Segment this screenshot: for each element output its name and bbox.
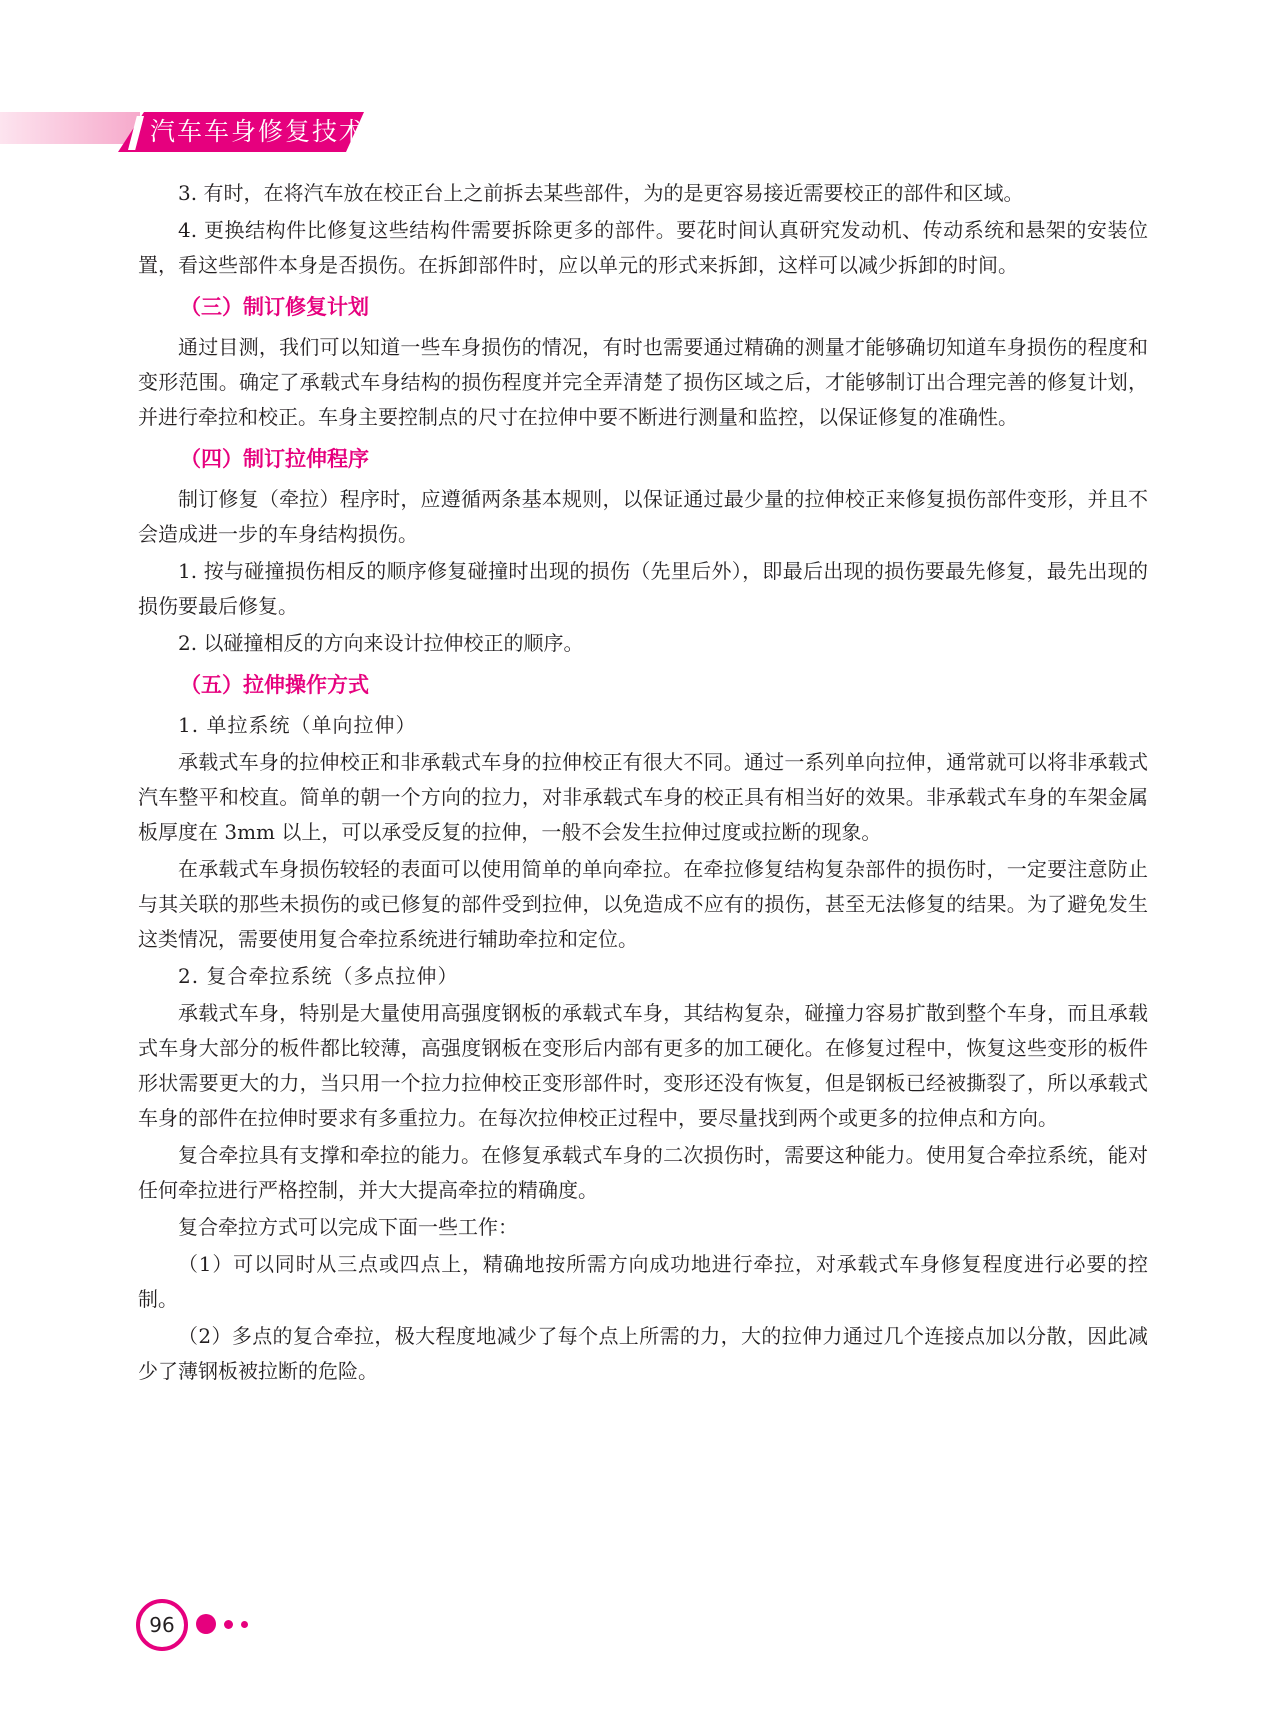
list-item-2: （2）多点的复合牵拉，极大程度地减少了每个点上所需的力，大的拉伸力通过几个连接点加以分散，因此减少了薄钢板被拉断的危险。 bbox=[138, 1324, 1148, 1383]
section-heading-4: （四）制订拉伸程序 bbox=[180, 446, 369, 471]
paragraph: 承载式车身的拉伸校正和非承载式车身的拉伸校正有很大不同。通过一系列单向拉伸，通常就可以将非承载式汽车整平和校直。简单的朝一个方向的拉力，对非承载式车身的校正具有相当好的效果。非承载式车身的车架金属板厚度在 3mm 以上，可以承受反复的拉伸，一般不会发生拉伸过度或拉断的现象。 bbox=[138, 750, 1148, 844]
section-heading-5: （五）拉伸操作方式 bbox=[180, 672, 369, 697]
paragraph: 通过目测，我们可以知道一些车身损伤的情况，有时也需要通过精确的测量才能够确切知道车身损伤的程度和变形范围。确定了承载式车身结构的损伤程度并完全弄清楚了损伤区域之后，才能够制订出合理完善的修复计划，并进行牵拉和校正。车身主要控制点的尺寸在拉伸中要不断进行测量和监控，以保证修复的准确性。 bbox=[138, 335, 1148, 429]
page-number: 96 bbox=[136, 1599, 188, 1651]
paragraph-item-3: 3. 有时，在将汽车放在校正台上之前拆去某些部件，为的是更容易接近需要校正的部件和区域。 bbox=[178, 181, 1024, 205]
header-fade-band bbox=[0, 112, 140, 144]
section-heading-3: （三）制订修复计划 bbox=[180, 294, 369, 319]
page-body bbox=[138, 176, 1148, 1389]
paragraph-rule-1: 1. 按与碰撞损伤相反的顺序修复碰撞时出现的损伤（先里后外），即最后出现的损伤要最先修复，最先出现的损伤要最后修复。 bbox=[138, 559, 1148, 618]
book-title: 汽车车身修复技术 bbox=[150, 117, 367, 146]
paragraph-rule-2: 2. 以碰撞相反的方向来设计拉伸校正的顺序。 bbox=[178, 631, 584, 655]
subheading-single-pull: 1. 单拉系统（单向拉伸） bbox=[178, 713, 417, 737]
page-dot-medium bbox=[224, 1620, 233, 1629]
running-header bbox=[0, 112, 390, 152]
page-dot-small bbox=[241, 1621, 248, 1628]
paragraph: 复合牵拉具有支撑和牵拉的能力。在修复承载式车身的二次损伤时，需要这种能力。使用复合牵拉系统，能对任何牵拉进行严格控制，并大大提高牵拉的精确度。 bbox=[138, 1143, 1148, 1202]
paragraph: 在承载式车身损伤较轻的表面可以使用简单的单向牵拉。在牵拉修复结构复杂部件的损伤时，一定要注意防止与其关联的那些未损伤的或已修复的部件受到拉伸，以免造成不应有的损伤，甚至无法修复的结果。为了避免发生这类情况，需要使用复合牵拉系统进行辅助牵拉和定位。 bbox=[138, 857, 1148, 951]
paragraph: 复合牵拉方式可以完成下面一些工作： bbox=[178, 1215, 518, 1239]
paragraph: 制订修复（牵拉）程序时，应遵循两条基本规则，以保证通过最少量的拉伸校正来修复损伤部件变形，并且不会造成进一步的车身结构损伤。 bbox=[138, 487, 1148, 546]
paragraph-item-4: 4. 更换结构件比修复这些结构件需要拆除更多的部件。要花时间认真研究发动机、传动系统和悬架的安装位置，看这些部件本身是否损伤。在拆卸部件时，应以单元的形式来拆卸，这样可以减少拆卸的时间。 bbox=[138, 218, 1148, 277]
page-dot-large bbox=[196, 1614, 216, 1634]
subheading-multi-pull: 2. 复合牵拉系统（多点拉伸） bbox=[178, 964, 459, 988]
paragraph: 承载式车身，特别是大量使用高强度钢板的承载式车身，其结构复杂，碰撞力容易扩散到整个车身，而且承载式车身大部分的板件都比较薄，高强度钢板在变形后内部有更多的加工硬化。在修复过程中，恢复这些变形的板件形状需要更大的力，当只用一个拉力拉伸校正变形部件时，变形还没有恢复，但是钢板已经被撕裂了，所以承载式车身的部件在拉伸时要求有多重拉力。在每次拉伸校正过程中，要尽量找到两个或更多的拉伸点和方向。 bbox=[138, 1001, 1148, 1130]
list-item-1: （1）可以同时从三点或四点上，精确地按所需方向成功地进行牵拉，对承载式车身修复程度进行必要的控制。 bbox=[138, 1252, 1148, 1311]
